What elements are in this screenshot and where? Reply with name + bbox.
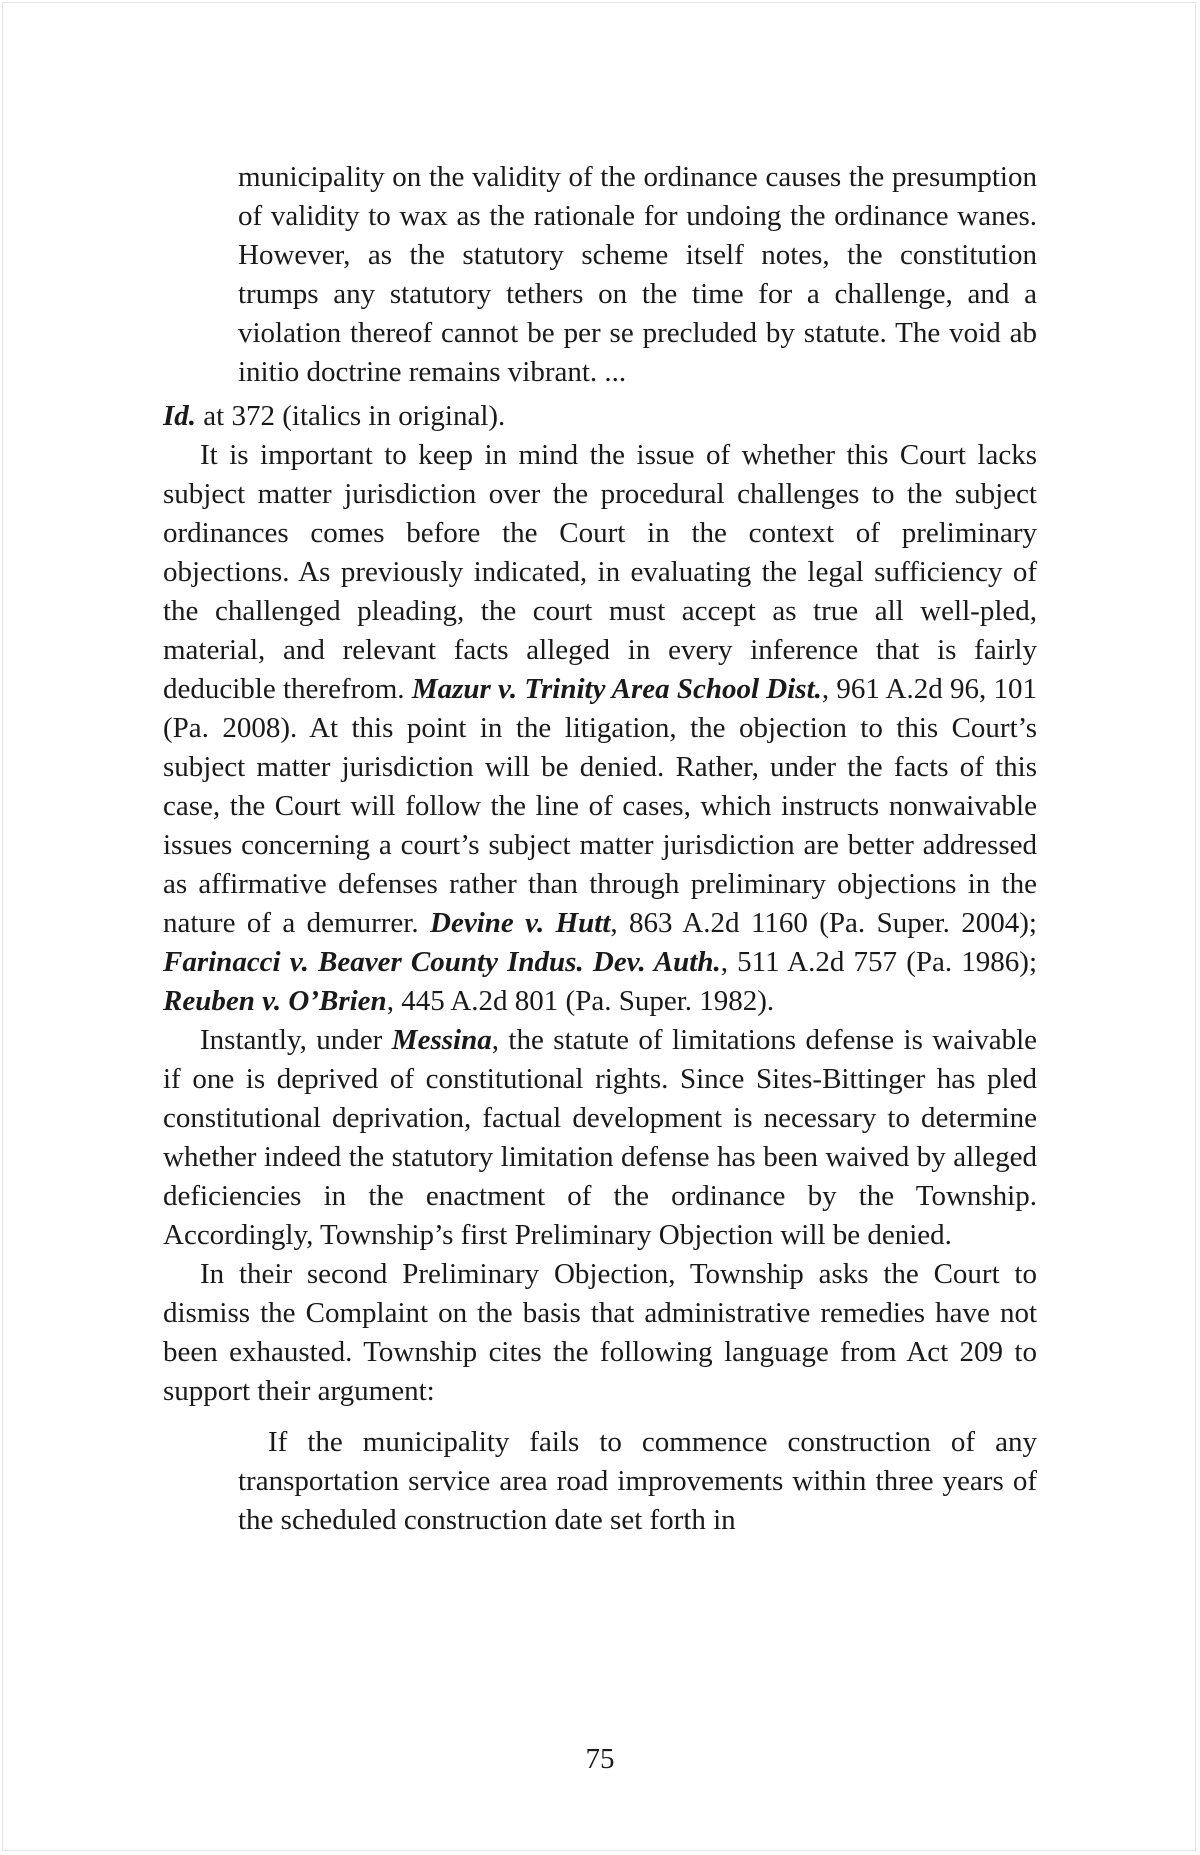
case-name-devine: Devine v. Hutt <box>430 907 611 939</box>
case-name-reuben: Reuben v. O’Brien <box>163 985 387 1017</box>
block-quote-text: municipality on the validity of the ordinance causes the presumption of validity to wax as the rationale for undoing the ordinance wanes. However, as the statutory scheme itself notes, the constitution trumps any statutory tethers on the time for a challenge, and a violation thereof cannot be per se precluded by statute. The void ab initio doctrine remains vibrant. ... <box>238 161 1037 388</box>
block-quote <box>238 158 1037 392</box>
paragraph-text: In their second Preliminary Objection, Township asks the Court to dismiss the Complaint on the basis that administrative remedies have not been exhausted. Township cites the following language from Act 209 to support their argument: <box>163 1258 1037 1407</box>
paragraph-text: , 961 A.2d 96, 101 (Pa. 2008). At this point in the litigation, the objection to this Court’s subject matter jurisdiction will be denied. Rather, under the facts of this case, the Court will follow the line of cases, which instructs nonwaivable issues concerning a court’s subject matter jurisdiction are better addressed as affirmative defenses rather than through preliminary objections in the nature of a demurrer. <box>163 673 1038 939</box>
document-body <box>163 158 1037 1540</box>
page-number: 75 <box>585 1743 615 1775</box>
citation-id: Id. <box>163 400 197 432</box>
paragraph-jurisdiction <box>163 436 1037 1021</box>
case-name-messina: Messina <box>391 1024 492 1056</box>
case-name-mazur: Mazur v. Trinity Area School Dist. <box>411 673 822 705</box>
paragraph-second-objection <box>163 1255 1037 1411</box>
case-name-farinacci: Farinacci v. Beaver County Indus. Dev. Auth. <box>163 946 721 978</box>
paragraph-text: It is important to keep in mind the issue of whether this Court lacks subject matter jurisdiction over the procedural challenges to the subject ordinances comes before the Court in the context of preliminary objections. As previously indicated, in evaluating the legal sufficiency of the challenged pleading, the court must accept as true all well-pled, material, and relevant facts alleged in every inference that is fairly deducible therefrom. <box>163 439 1037 705</box>
block-quote-act-209 <box>238 1423 1037 1540</box>
paragraph-text: Instantly, under <box>200 1024 392 1056</box>
paragraph-text: , the statute of limitations defense is waivable if one is deprived of constitutional rights. Since Sites-Bittinger has pled constitutional deprivation, factual development is necessary to determine whether indeed the statutory limitation defense has been waived by alleged deficiencies in the enactment of the ordinance by the Township. Accordingly, Township’s first Preliminary Objection will be denied. <box>163 1024 1037 1251</box>
block-quote-text: If the municipality fails to commence construction of any transportation service area road improvements within three years of the scheduled construction date set forth in <box>238 1426 1037 1536</box>
citation-line <box>163 397 1037 436</box>
paragraph-text: , 863 A.2d 1160 (Pa. Super. 2004); <box>610 907 1037 939</box>
paragraph-text: , 511 A.2d 757 (Pa. 1986); <box>720 946 1038 978</box>
paragraph-text: , 445 A.2d 801 (Pa. Super. 1982). <box>386 985 775 1017</box>
paragraph-messina <box>163 1021 1037 1255</box>
citation-rest: at 372 (italics in original). <box>196 400 506 432</box>
